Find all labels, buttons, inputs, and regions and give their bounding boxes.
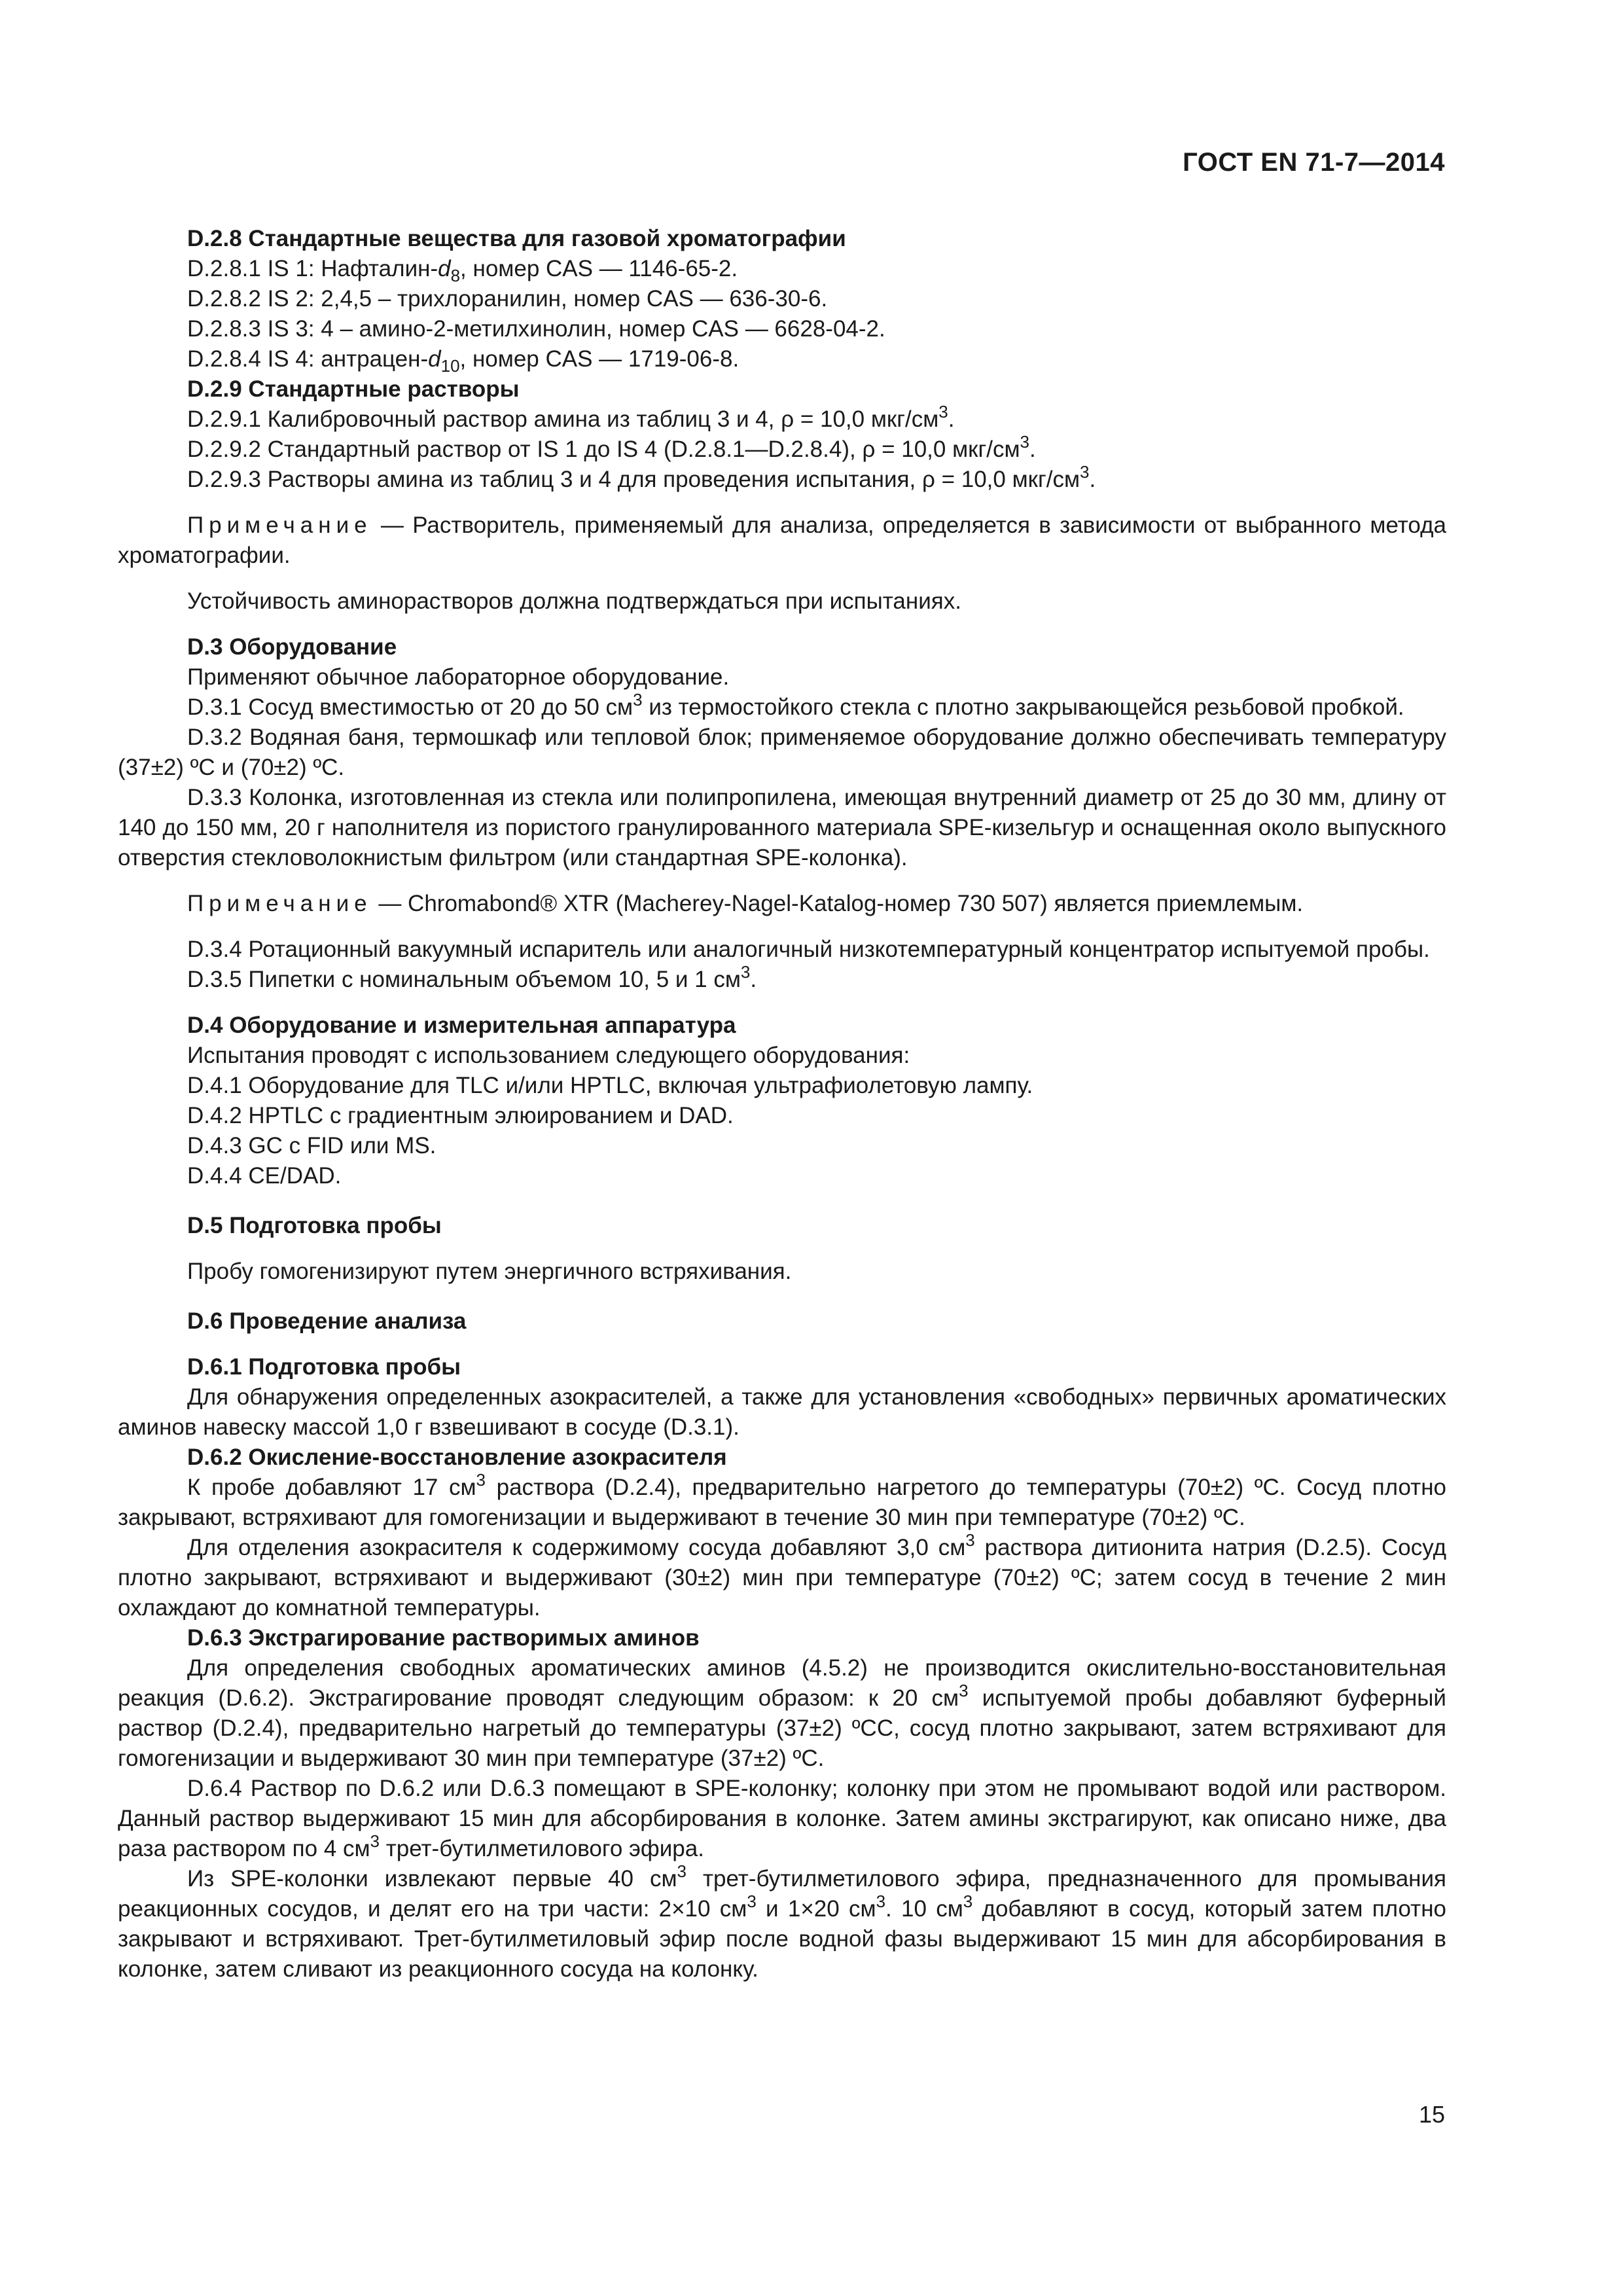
d3-intro: Применяют обычное лабораторное оборудование. xyxy=(187,664,730,690)
section-heading-d4: D.4 Оборудование и измерительная аппаратура xyxy=(187,1013,736,1038)
note-text: — Chromabond® XTR (Macherey-Nagel-Katalog-номер 730 507) является приемлемым. xyxy=(372,891,1304,916)
d4-intro: Испытания проводят с использованием следующего оборудования: xyxy=(187,1043,910,1068)
superscript: 3 xyxy=(959,1681,969,1700)
item-d283: D.2.8.3 IS 3: 4 – амино-2-метилхинолин, номер CAS — 6628-04-2. xyxy=(187,316,885,342)
item-d291 xyxy=(118,404,1446,435)
document-body xyxy=(118,224,1446,1984)
text-fragment: . xyxy=(1029,437,1036,462)
text-fragment: Для отделения азокрасителя к содержимому сосуда добавляют 3,0 см xyxy=(187,1535,966,1560)
text-fragment: , номер CAS — 1146-65-2. xyxy=(460,256,738,281)
text-fragment: трет-бутилметилового эфира, предназначенного для промывания реакционных сосудов, и делят его на три части: 2×10 см xyxy=(118,1866,1446,1922)
item-d284 xyxy=(118,344,1446,374)
text-fragment: и 1×20 см xyxy=(756,1896,876,1922)
item-d42: D.4.2 HPTLC с градиентным элюированием и DAD. xyxy=(187,1103,734,1128)
text-fragment: D.2.9.1 Калибровочный раствор амина из таблиц 3 и 4, ρ = 10,0 мкг/см xyxy=(187,406,939,432)
item-d35 xyxy=(118,962,1446,995)
text-fragment: D.6.4 Раствор по D.6.2 или D.6.3 помещают в SPE-колонку; колонку при этом не промывают водой или раствором. Данный раствор выдерживают 15 мин для абсорбирования в колонке. Затем амины экстрагируют, как описано ниже, два раза раствором по 4 см xyxy=(118,1776,1446,1861)
superscript: 3 xyxy=(740,962,751,982)
text-fragment: раствора (D.2.4), предварительно нагретого до температуры (70±2) ºC. Сосуд плотно закрывают, встряхивают для гомогенизации и выдерживают в течение 30 мин при температуре (70±2) ºC. xyxy=(118,1475,1446,1530)
d61-text: Для обнаружения определенных азокрасителей, а также для установления «свободных» первичных ароматических аминов навеску массой 1,0 г взвешивают в сосуде (D.3.1). xyxy=(118,1384,1446,1440)
text-fragment: D.3.1 Сосуд вместимостью от 20 до 50 см xyxy=(187,694,633,720)
item-d44: D.4.4 CE/DAD. xyxy=(187,1163,342,1189)
text-fragment: трет-бутилметилового эфира. xyxy=(379,1836,704,1861)
d62-text-2 xyxy=(118,1530,1446,1623)
item-d293 xyxy=(118,462,1446,495)
item-d34: D.3.4 Ротационный вакуумный испаритель или аналогичный низкотемпературный концентратор испытуемой пробы. xyxy=(187,937,1430,962)
superscript: 3 xyxy=(476,1470,486,1490)
stability-paragraph: Устойчивость аминорастворов должна подтверждаться при испытаниях. xyxy=(187,588,961,614)
page-number: 15 xyxy=(1418,2101,1445,2128)
note-label: Примечание xyxy=(187,512,372,538)
spe-extraction-text xyxy=(118,1861,1446,1984)
section-heading-d29: D.2.9 Стандартные растворы xyxy=(187,376,520,402)
superscript: 3 xyxy=(965,1530,975,1550)
item-d43: D.4.3 GC с FID или MS. xyxy=(187,1133,437,1158)
superscript: 3 xyxy=(747,1892,757,1911)
subsection-heading-d61: D.6.1 Подготовка пробы xyxy=(187,1354,461,1380)
text-fragment: из термостойкого стекла с плотно закрывающейся резьбовой пробкой. xyxy=(642,694,1404,720)
superscript: 3 xyxy=(633,690,643,709)
subscript: 10 xyxy=(440,356,460,376)
superscript: 3 xyxy=(1080,462,1090,482)
item-d282: D.2.8.2 IS 2: 2,4,5 – трихлоранилин, номер CAS — 636-30-6. xyxy=(187,286,828,312)
section-heading-d3: D.3 Оборудование xyxy=(187,634,397,660)
text-fragment: . 10 см xyxy=(885,1896,963,1922)
superscript: 3 xyxy=(677,1861,687,1881)
item-d32: D.3.2 Водяная баня, термошкаф или тепловой блок; применяемое оборудование должно обеспечивать температуру (37±2) ºC и (70±2) ºC. xyxy=(118,725,1446,780)
superscript: 3 xyxy=(938,402,948,422)
text-fragment: D.2.8.4 IS 4: антрацен- xyxy=(187,346,429,372)
section-heading-d28: D.2.8 Стандартные вещества для газовой хроматографии xyxy=(187,226,846,251)
note-label: Примечание xyxy=(187,891,372,916)
italic-var: d xyxy=(438,256,451,281)
d64-text xyxy=(118,1774,1446,1864)
text-fragment: . xyxy=(750,967,757,992)
text-fragment: . xyxy=(948,406,955,432)
text-fragment: Для определения свободных ароматических аминов (4.5.2) не производится окислительно-восстановительная реакция (D.6.2). Экстрагирование проводят следующим образом: к 20 см xyxy=(118,1655,1446,1711)
text-fragment: D.2.8.1 IS 1: Нафталин- xyxy=(187,256,438,281)
section-heading-d6: D.6 Проведение анализа xyxy=(187,1308,467,1334)
text-fragment: D.2.9.2 Стандартный раствор от IS 1 до IS 4 (D.2.8.1—D.2.8.4), ρ = 10,0 мкг/см xyxy=(187,437,1020,462)
item-d33: D.3.3 Колонка, изготовленная из стекла или полипропилена, имеющая внутренний диаметр от 25 до 30 мм, длину от 140 до 150 мм, 20 г наполнителя из пористого гранулированного материала SPE-кизельгур и оснащенная около выпускного отверстия стекловолокнистым фильтром (или стандартная SPE-колонка). xyxy=(118,785,1446,870)
note-text: — Растворитель, применяемый для анализа, определяется в зависимости от выбранного метода хроматографии. xyxy=(118,512,1446,568)
text-fragment: D.2.9.3 Растворы амина из таблиц 3 и 4 для проведения испытания, ρ = 10,0 мкг/см xyxy=(187,467,1080,492)
subsection-heading-d62: D.6.2 Окисление-восстановление азокрасителя xyxy=(187,1444,727,1470)
text-fragment: испытуемой пробы добавляют буферный раствор (D.2.4), предварительно нагретый до температуры (37±2) ºCC, сосуд плотно закрывают, затем встряхивают для гомогенизации и выдерживают 30 мин при температуре (37±2) ºC. xyxy=(118,1685,1446,1771)
text-fragment: . xyxy=(1089,467,1096,492)
subscript: 8 xyxy=(450,266,461,285)
item-d292 xyxy=(118,432,1446,465)
superscript: 3 xyxy=(370,1831,380,1851)
text-fragment: Из SPE-колонки извлекают первые 40 см xyxy=(187,1866,677,1892)
superscript: 3 xyxy=(876,1892,886,1911)
superscript: 3 xyxy=(963,1892,973,1911)
item-d31 xyxy=(118,692,1446,723)
item-d281 xyxy=(118,254,1446,284)
d63-text xyxy=(118,1653,1446,1774)
text-fragment: добавляют в сосуд, который затем плотно закрывают и встряхивают. Трет-бутилметиловый эфир после водной фазы выдерживают 15 мин для абсорбирования в колонке, затем сливают из реакционного сосуда на колонку. xyxy=(118,1896,1446,1982)
note-d29 xyxy=(118,511,1446,571)
text-fragment: D.3.5 Пипетки с номинальным объемом 10, 5 и 1 см xyxy=(187,967,741,992)
text-fragment: , номер CAS — 1719-06-8. xyxy=(459,346,740,372)
subsection-heading-d63: D.6.3 Экстрагирование растворимых аминов xyxy=(187,1625,700,1651)
superscript: 3 xyxy=(1020,432,1029,452)
text-fragment: раствора дитионита натрия (D.2.5). Сосуд плотно закрывают, встряхивают и выдерживают (30±2) мин при температуре (70±2) ºC; затем сосуд в течение 2 мин охлаждают до комнатной температуры. xyxy=(118,1535,1446,1621)
note-d3 xyxy=(118,889,1446,919)
italic-var: d xyxy=(428,346,441,372)
section-heading-d5: D.5 Подготовка пробы xyxy=(187,1213,442,1238)
d62-text-1 xyxy=(118,1470,1446,1533)
item-d41: D.4.1 Оборудование для TLC и/или HPTLC, включая ультрафиолетовую лампу. xyxy=(187,1073,1033,1098)
text-fragment: К пробе добавляют 17 см xyxy=(187,1475,476,1500)
d5-text: Пробу гомогенизируют путем энергичного встряхивания. xyxy=(187,1259,792,1284)
document-code: ГОСТ EN 71-7—2014 xyxy=(1183,148,1445,177)
